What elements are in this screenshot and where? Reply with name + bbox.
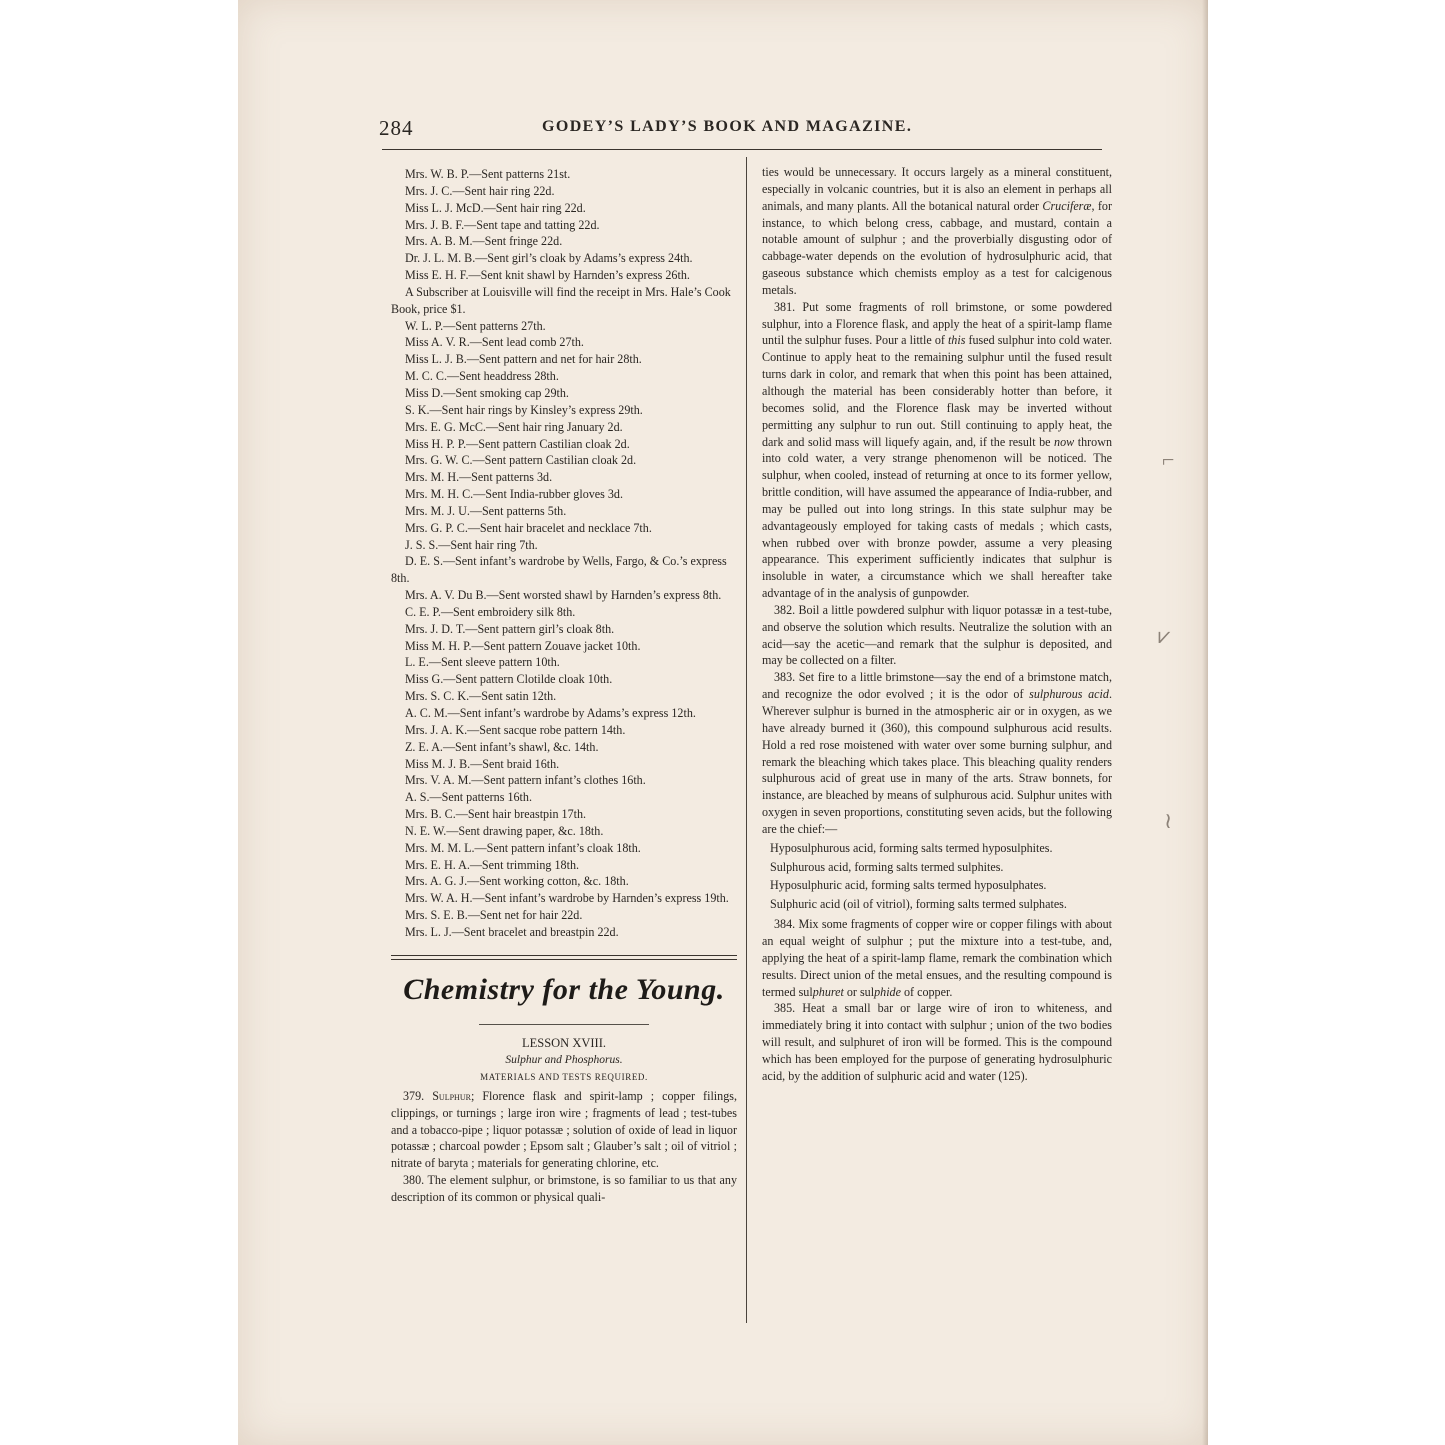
- paragraph-382: 382. Boil a little powdered sulphur with liquor potassæ in a test-tube, and observe the solution which results. Neutralize the solution with an acid—say the acetic—and remark that the sulphur is deposited, and may be collected on a filter.: [762, 602, 1112, 668]
- acid-list-item: Hyposulphurous acid, forming salts termed hyposulphites.: [770, 840, 1053, 855]
- page-number: 284: [379, 116, 414, 140]
- paragraph-text: ties would be unnecessary. It occurs largely as a mineral constituent, especially in volcanic countries, but it is also an element in perhaps all animals, and many plants. All the botanical natural order: [762, 165, 1112, 213]
- correspondence-entry: Mrs. J. D. T.—Sent pattern girl’s cloak 8th.: [405, 621, 615, 636]
- materials-heading: MATERIALS AND TESTS REQUIRED.: [480, 1071, 648, 1082]
- paragraph-text: or sul: [843, 984, 875, 999]
- paragraph-text: of copper.: [900, 984, 953, 999]
- italic-term: Cruciferæ: [1042, 198, 1092, 213]
- paragraph-380-start: 380. The element sulphur, or brimstone, is so familiar to us that any description of its common or physical quali-: [391, 1173, 737, 1204]
- lesson-subtitle: Sulphur and Phosphorus.: [505, 1053, 623, 1066]
- header-rule: [382, 149, 1102, 150]
- correspondence-entry: Mrs. A. V. Du B.—Sent worsted shawl by Harnden’s express 8th.: [405, 588, 722, 603]
- paper-crease-mark: ⌐: [1162, 447, 1175, 472]
- correspondence-entry: Mrs. A. G. J.—Sent working cotton, &c. 18th.: [405, 874, 629, 889]
- paragraph-381: [762, 299, 1112, 602]
- italic-term: phide: [874, 984, 901, 999]
- left-column: [391, 166, 737, 1206]
- correspondence-entry: Miss L. J. McD.—Sent hair ring 22d.: [405, 200, 586, 215]
- correspondence-entry: Miss H. P. P.—Sent pattern Castilian cloak 2d.: [405, 436, 630, 451]
- correspondence-entry: Mrs. M. J. U.—Sent patterns 5th.: [405, 503, 567, 518]
- correspondence-entry: N. E. W.—Sent drawing paper, &c. 18th.: [405, 823, 604, 838]
- correspondence-entry: Mrs. M. H.—Sent patterns 3d.: [405, 470, 553, 485]
- paragraph-385: 385. Heat a small bar or large wire of iron to whiteness, and immediately bring it into contact with sulphur ; union of the two bodies will result, and sulphuret of iron will be formed. This is the compound which has been employed for the purpose of generating hydrosulphuric acid, by the addition of sulphuric acid and water (125).: [762, 1001, 1112, 1083]
- paragraph-text: 381. Put some fragments of roll brimstone, or some powdered sulphur, into a Florence flask, and apply the heat of a spirit-lamp flame until the sulphur fuses. Pour a little of: [762, 299, 1112, 348]
- correspondence-entry: W. L. P.—Sent patterns 27th.: [405, 318, 546, 333]
- correspondence-entry: Miss A. V. R.—Sent lead comb 27th.: [405, 335, 584, 350]
- correspondence-entry: Miss D.—Sent smoking cap 29th.: [405, 385, 569, 400]
- correspondence-entry: Mrs. J. C.—Sent hair ring 22d.: [405, 183, 555, 198]
- acid-list-item: Sulphurous acid, forming salts termed sulphites.: [770, 859, 1004, 874]
- correspondence-entry: Mrs. A. B. M.—Sent fringe 22d.: [405, 234, 563, 249]
- right-column: [762, 164, 1112, 1085]
- acid-list-item: Hyposulphuric acid, forming salts termed hyposulphates.: [770, 878, 1047, 893]
- correspondence-entry: C. E. P.—Sent embroidery silk 8th.: [405, 604, 576, 619]
- correspondence-entry: Miss E. H. F.—Sent knit shawl by Harnden’s express 26th.: [405, 268, 690, 283]
- paragraph-379: [391, 1088, 737, 1172]
- sulphur-term: Sulphur: [432, 1088, 471, 1103]
- correspondence-entry: Miss G.—Sent pattern Clotilde cloak 10th.: [405, 672, 613, 687]
- section-rule: [391, 959, 737, 960]
- italic-term: now: [1054, 434, 1075, 449]
- acid-list-item: Sulphuric acid (oil of vitriol), forming salts termed sulphates.: [770, 897, 1067, 912]
- correspondence-entry: Mrs. E. H. A.—Sent trimming 18th.: [405, 857, 580, 872]
- paragraph-text: 383. Set fire to a little brimstone—say the end of a brimstone match, and recognize the odor evolved ; it is the odor of: [762, 670, 1112, 702]
- paragraph-text: 384. Mix some fragments of copper wire or copper filings with about an equal weight of sulphur ; put the mixture into a test-tube, and, applying the heat of a spirit-lamp flame, remark the combination which results. Direct union of the metal ensues, and the resulting compound is termed sul: [762, 917, 1112, 999]
- correspondence-entry: Miss M. J. B.—Sent braid 16th.: [405, 756, 560, 771]
- correspondence-entry: Mrs. W. A. H.—Sent infant’s wardrobe by Harnden’s express 19th.: [405, 891, 729, 906]
- correspondence-entry: Mrs. G. W. C.—Sent pattern Castilian cloak 2d.: [405, 453, 637, 468]
- paper-crease-mark: ≀: [1164, 808, 1173, 833]
- paper-crease-mark: ⩗: [1158, 623, 1171, 648]
- correspondence-entry: A Subscriber at Louisville will find the receipt in Mrs. Hale’s Cook Book, price $1.: [391, 284, 731, 316]
- italic-term: phuret: [812, 984, 844, 999]
- correspondence-entry: Mrs. S. E. B.—Sent net for hair 22d.: [405, 908, 583, 923]
- paragraph-text: thrown into cold water, a very strange phenomenon will be noticed. The sulphur, when cooled, instead of returning at once to its former yellow, brittle condition, will have assumed the appearance of India-rubber, and may be pulled out into long strings. In this state sulphur may be advantageously employed for taking casts of medals ; which casts, when rubbed over with bronze powder, assume a very pleasing appearance. This experiment sufficiently indicates that sulphur is insoluble in water, a circumstance which we shall hereafter take advantage of in the analysis of gunpowder.: [762, 434, 1112, 601]
- paragraph-text: . Wherever sulphur is burned in the atmospheric air or in oxygen, as we have already burned it (360), this compound sulphurous acid results. Hold a red rose moistened with water over some burning sulphur, and remark the bleaching which takes place. This bleaching quality renders sulphurous acid of great use in many of the arts. Straw bonnets, for instance, are bleached by means of sulphurous acid. Sulphur unites with oxygen in seven proportions, constituting seven acids, but the following are the chief:—: [762, 687, 1112, 836]
- section-rule: [391, 955, 737, 956]
- correspondence-entry: Mrs. B. C.—Sent hair breastpin 17th.: [405, 807, 587, 822]
- correspondence-entry: Mrs. G. P. C.—Sent hair bracelet and necklace 7th.: [405, 520, 652, 535]
- correspondence-entry: L. E.—Sent sleeve pattern 10th.: [405, 655, 560, 670]
- correspondence-entry: J. S. S.—Sent hair ring 7th.: [405, 537, 538, 552]
- correspondence-entry: Miss M. H. P.—Sent pattern Zouave jacket 10th.: [405, 638, 641, 653]
- correspondence-entry: Mrs. S. C. K.—Sent satin 12th.: [405, 689, 557, 704]
- correspondence-entry: A. C. M.—Sent infant’s wardrobe by Adams’s express 12th.: [405, 706, 696, 720]
- correspondence-entry: Mrs. M. M. L.—Sent pattern infant’s cloak 18th.: [405, 840, 641, 855]
- correspondence-entry: Mrs. L. J.—Sent bracelet and breastpin 22d.: [405, 924, 619, 939]
- correspondence-entry: Z. E. A.—Sent infant’s shawl, &c. 14th.: [405, 739, 599, 754]
- chemistry-title: Chemistry for the Young.: [403, 972, 725, 1006]
- paragraph-text: fused sulphur into cold water. Continue to apply heat to the remaining sulphur until the fused result turns dark in color, and remark that when this point has been attained, although the material has been considerably hotter than before, it becomes solid, and the Florence flask may be inverted without permitting any sulphur to run out. Still continuing to apply heat, the dark and solid mass will liquefy again, and, if the result be: [762, 333, 1112, 449]
- italic-term: this: [947, 333, 966, 348]
- italic-term: sulphurous acid: [1029, 687, 1109, 702]
- paragraph-380-continued: [762, 164, 1112, 299]
- correspondence-entry: Mrs. M. H. C.—Sent India-rubber gloves 3d.: [405, 487, 624, 502]
- paragraph-383: [762, 669, 1112, 837]
- correspondence-entry: Mrs. V. A. M.—Sent pattern infant’s clothes 16th.: [405, 773, 646, 788]
- correspondence-entry: Mrs. W. B. P.—Sent patterns 21st.: [405, 167, 571, 181]
- title-underline: [479, 1024, 649, 1025]
- correspondence-entry: Mrs. J. B. F.—Sent tape and tatting 22d.: [405, 217, 600, 232]
- paragraph-number: 379.: [403, 1088, 425, 1103]
- correspondence-entry: Mrs. J. A. K.—Sent sacque robe pattern 14th.: [405, 722, 626, 737]
- correspondence-entry: Mrs. E. G. McC.—Sent hair ring January 2d.: [405, 419, 623, 434]
- sheet-edge-shadow: [1202, 0, 1208, 1445]
- paragraph-text: ; Florence flask and spirit-lamp ; copper filings, clippings, or turnings ; large iron wire ; fragments of lead ; test-tubes and a tobacco-pipe ; liquor potassæ ; solution of oxide of lead in liquor potassæ ; charcoal powder ; Epsom salt ; Glauber’s salt ; oil of vitriol ; nitrate of baryta ; materials for generating chlorine, etc.: [391, 1088, 737, 1171]
- correspondence-entry: Dr. J. L. M. B.—Sent girl’s cloak by Adams’s express 24th.: [405, 251, 693, 266]
- lesson-number: LESSON XVIII.: [521, 1035, 607, 1050]
- correspondence-entry: Miss L. J. B.—Sent pattern and net for hair 28th.: [405, 352, 642, 367]
- correspondence-entry: M. C. C.—Sent headdress 28th.: [405, 369, 559, 384]
- correspondence-entry: S. K.—Sent hair rings by Kinsley’s express 29th.: [405, 402, 643, 417]
- correspondence-list: [391, 166, 737, 941]
- paragraph-384: [762, 916, 1112, 1000]
- running-head: GODEY’S LADY’S BOOK AND MAGAZINE.: [542, 118, 913, 135]
- correspondence-entry: A. S.—Sent patterns 16th.: [405, 790, 532, 805]
- paragraph-text: , for instance, to which belong cress, cabbage, and mustard, contain a notable amount of sulphur ; and the proverbially disgusting odor of cabbage-water depends on the evolution of hydrosulphuric acid, that gaseous substance which chemists employ as a test for calcigenous metals.: [762, 198, 1112, 297]
- column-divider: [746, 157, 747, 1323]
- correspondence-entry: D. E. S.—Sent infant’s wardrobe by Wells, Fargo, & Co.’s express 8th.: [391, 554, 727, 586]
- acid-list: [762, 840, 1112, 913]
